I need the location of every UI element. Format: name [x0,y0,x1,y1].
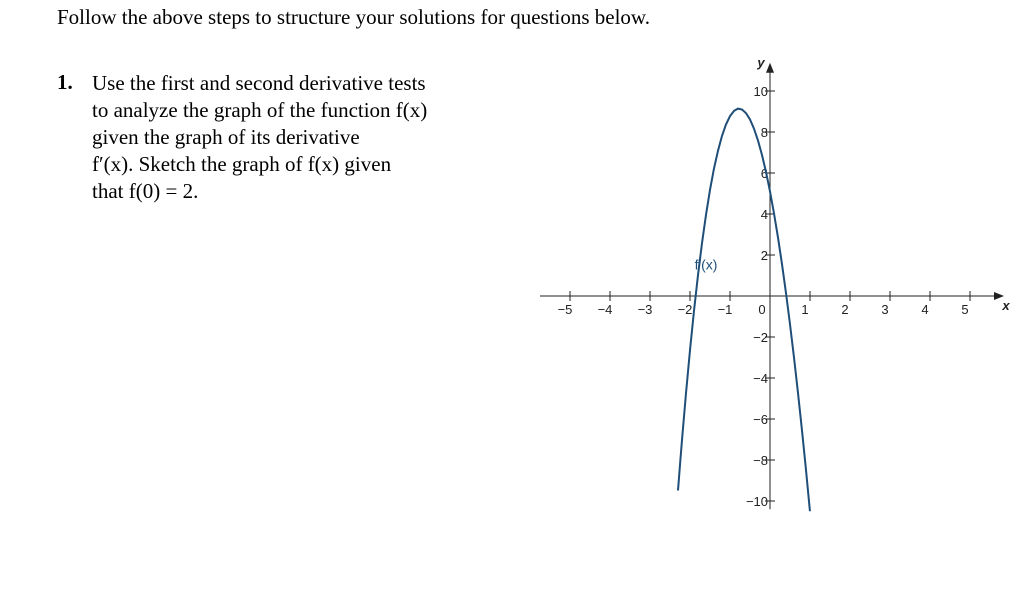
question-line: given the graph of its derivative [92,125,360,149]
series-line-fprime [678,109,878,591]
y-tick-label: 4 [760,207,768,222]
y-tick-label: −10 [745,494,768,509]
y-axis-name: y [757,54,765,70]
intro-text: Follow the above steps to structure your solutions for questions below. [57,5,650,29]
x-tick-label: 5 [961,302,969,317]
curve-label: f′(x) [694,256,718,273]
x-tick-label: 3 [881,302,889,317]
y-tick-label: 6 [760,166,768,181]
x-tick-label: 4 [921,302,929,317]
y-tick-label: −4 [753,371,768,386]
question-line: f′(x). Sketch the graph of f(x) given [92,152,392,176]
question-line: that f(0) = 2. [92,179,199,203]
x-tick-label: −3 [637,302,653,317]
x-tick-label: −5 [557,302,573,317]
y-tick-label: −6 [753,412,768,427]
y-tick-label: 2 [760,248,768,263]
y-axis-arrow [766,63,774,73]
x-axis-name: x [1002,298,1010,313]
y-tick-label: 10 [753,84,768,99]
y-tick-label: 8 [760,125,768,140]
x-tick-label: −2 [677,302,693,317]
question-line: to analyze the graph of the function f(x) [92,98,428,122]
x-tick-label: −4 [597,302,613,317]
x-tick-label: 0 [758,302,766,317]
x-tick-label: −1 [717,302,733,317]
question-number: 1. [57,70,73,94]
x-tick-label: 2 [841,302,849,317]
y-tick-label: −2 [753,330,768,345]
question-line: Use the first and second derivative tests [92,71,426,95]
x-tick-label: 1 [801,302,809,317]
y-tick-label: −8 [753,453,768,468]
